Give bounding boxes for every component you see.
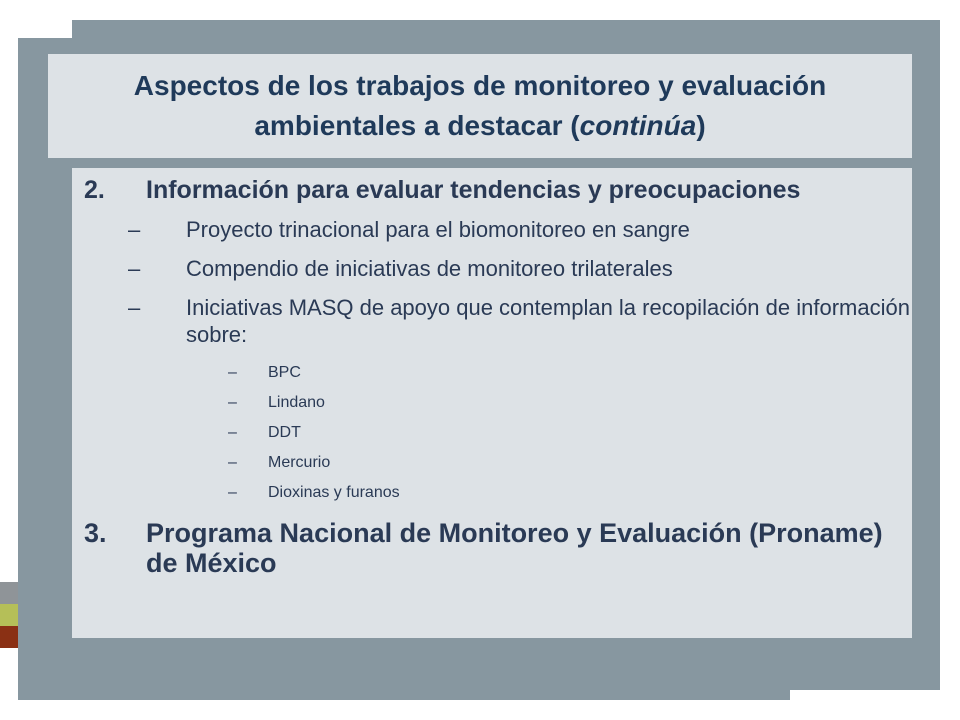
- section-list-2: [72, 518, 912, 578]
- section-2: [72, 176, 912, 204]
- accent-bar-olive: [0, 604, 18, 626]
- dash-bullet: –: [228, 424, 237, 441]
- dash-bullet: –: [228, 454, 237, 471]
- slide-title-close: ): [696, 110, 706, 141]
- section-list: [72, 176, 912, 204]
- content-box: [72, 168, 912, 638]
- title-box: [48, 54, 912, 158]
- list-item-text: Proyecto trinacional para el biomonitoreo en sangre: [186, 217, 690, 242]
- accent-bar-gray: [0, 582, 18, 604]
- section-3-heading: Programa Nacional de Monitoreo y Evaluación (Proname) de México: [146, 518, 883, 578]
- section-2-number: 2.: [84, 176, 105, 204]
- dash-bullet: –: [228, 484, 237, 501]
- sub-list-item: [72, 452, 912, 474]
- dash-bullet: –: [128, 256, 141, 281]
- list-item-text: Compendio de iniciativas de monitoreo trilaterales: [186, 256, 673, 281]
- dash-bullet: –: [228, 364, 237, 381]
- list-item-text: Iniciativas MASQ de apoyo que contemplan la recopilación de información sobre:: [186, 295, 910, 347]
- sub-list-item-text: Dioxinas y furanos: [268, 484, 400, 501]
- sub-list-item-text: Mercurio: [268, 454, 331, 471]
- list-item: [72, 294, 912, 348]
- list-item: [72, 255, 912, 282]
- section-2-heading: Información para evaluar tendencias y preocupaciones: [146, 176, 801, 204]
- frame-corner-cutout: [790, 690, 950, 720]
- sub-list-item: [72, 422, 912, 444]
- sub-list-item: [72, 392, 912, 414]
- dash-bullet: –: [128, 295, 141, 320]
- sub-list-item-text: BPC: [268, 364, 301, 381]
- section-2-items: [72, 216, 912, 348]
- section-3: [72, 518, 912, 578]
- sub-list-item: [72, 482, 912, 504]
- slide-title-emphasis: continúa: [579, 110, 697, 141]
- slide-title-main: Aspectos de los trabajos de monitoreo y evaluación ambientales a destacar (: [133, 70, 827, 141]
- list-item: [72, 216, 912, 243]
- accent-bar-brown: [0, 626, 18, 648]
- sub-list-item-text: DDT: [268, 424, 301, 441]
- sub-list-item: [72, 362, 912, 384]
- dash-bullet: –: [228, 394, 237, 411]
- section-3-number: 3.: [84, 518, 107, 548]
- section-2-subitems: [72, 362, 912, 504]
- dash-bullet: –: [128, 217, 141, 242]
- slide-title: [70, 66, 890, 146]
- sub-list-item-text: Lindano: [268, 394, 325, 411]
